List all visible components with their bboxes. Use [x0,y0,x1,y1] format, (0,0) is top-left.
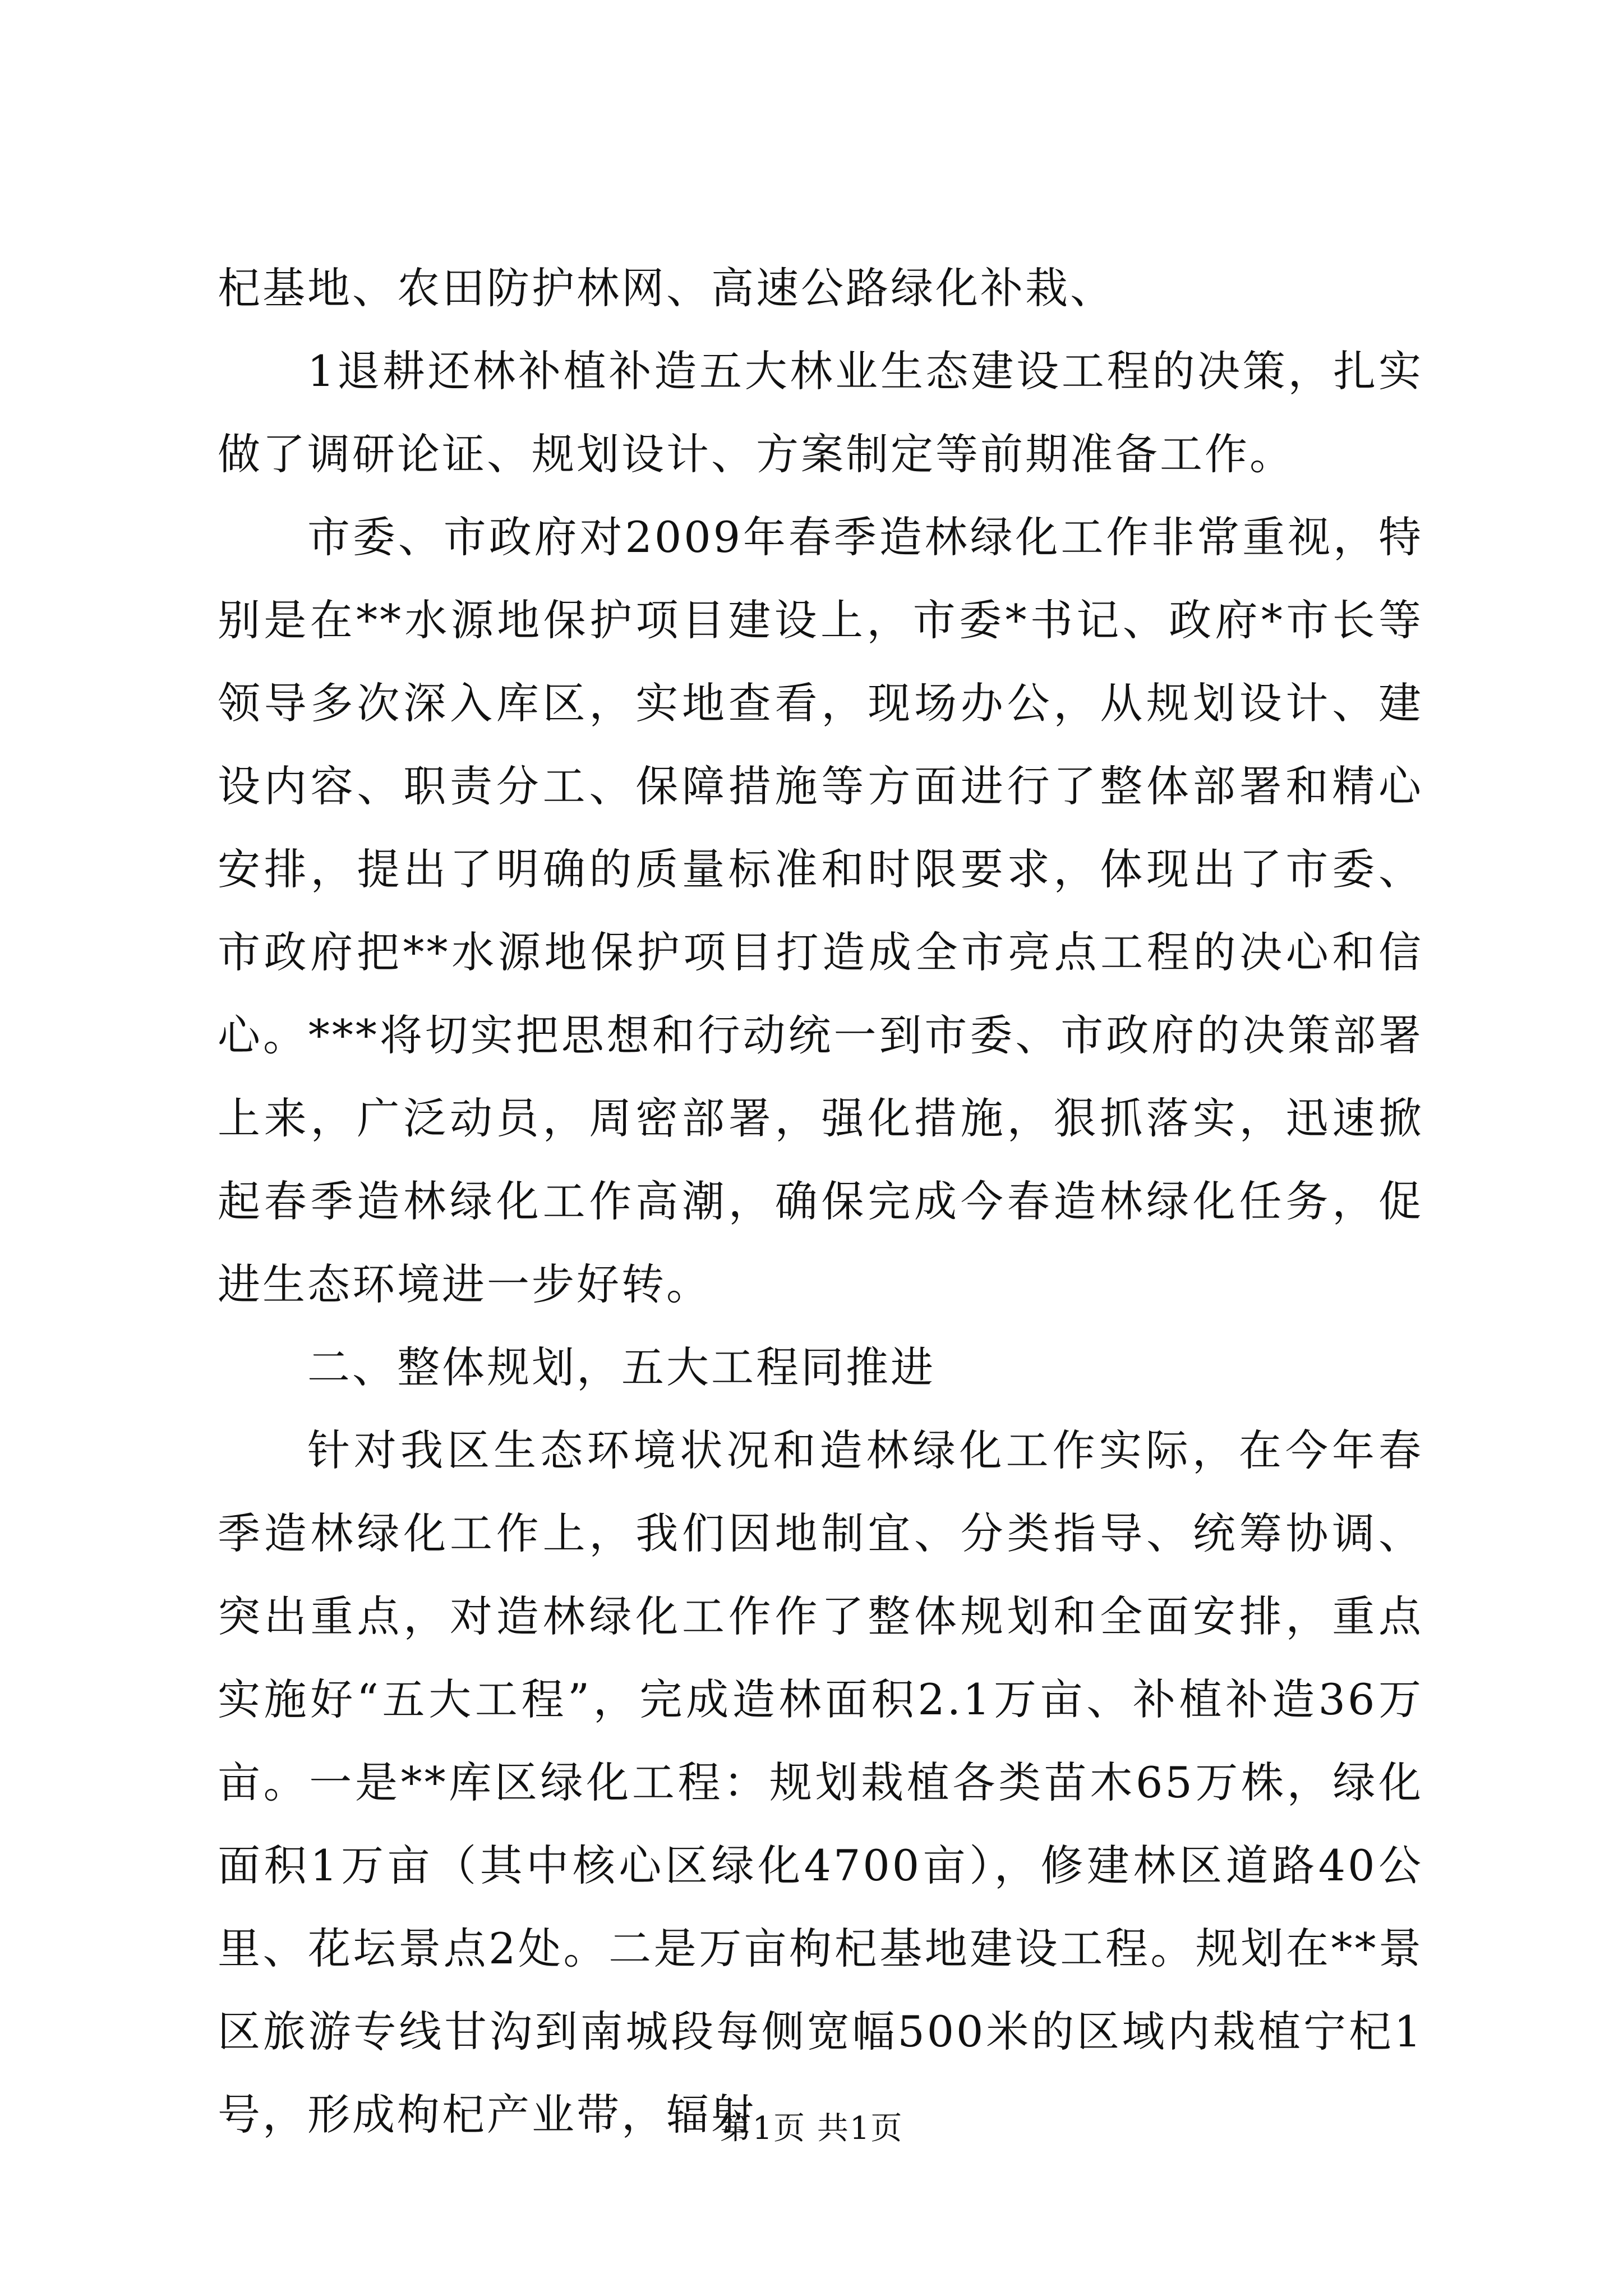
paragraph-1: 杞基地、农田防护林网、高速公路绿化补栽、 [218,263,1115,313]
paragraph-2: 1退耕还林补植补造五大林业生态建设工程的决策，扎实做了调研论证、规划设计、方案制定等前期准备工作。 [218,346,1423,479]
document-body [218,247,1423,2156]
section-heading: 二、整体规划，五大工程同推进 [307,1342,935,1392]
page-number-footer: 第1页 共1页 [720,2110,903,2147]
paragraph-4: 针对我区生态环境状况和造林绿化工作实际，在今年春季造林绿化工作上，我们因地制宜、分类指导、统筹协调、突出重点，对造林绿化工作作了整体规划和全面安排，重点实施好“五大工程”，完成造林面积2.1万亩、补植补造36万亩。一是**库区绿化工程：规划栽植各类苗木65万株，绿化面积1万亩（其中核心区绿化4700亩），修建林区道路40公里、花坛景点2处。二是万亩枸杞基地建设工程。规划在**景区旅游专线甘沟到南城段每侧宽幅500米的区域内栽植宁杞1号，形成枸杞产业带，辐射 [218,1425,1423,2139]
paragraph-3: 市委、市政府对2009年春季造林绿化工作非常重视，特别是在**水源地保护项目建设上，市委*书记、政府*市长等领导多次深入库区，实地查看，现场办公，从规划设计、建设内容、职责分工、保障措施等方面进行了整体部署和精心安排，提出了明确的质量标准和时限要求，体现出了市委、市政府把**水源地保护项目打造成全市亮点工程的决心和信心。***将切实把思想和行动统一到市委、市政府的决策部署上来，广泛动员，周密部署，强化措施，狠抓落实，迅速掀起春季造林绿化工作高潮，确保完成今春造林绿化任务，促进生态环境进一步好转。 [218,512,1423,1309]
